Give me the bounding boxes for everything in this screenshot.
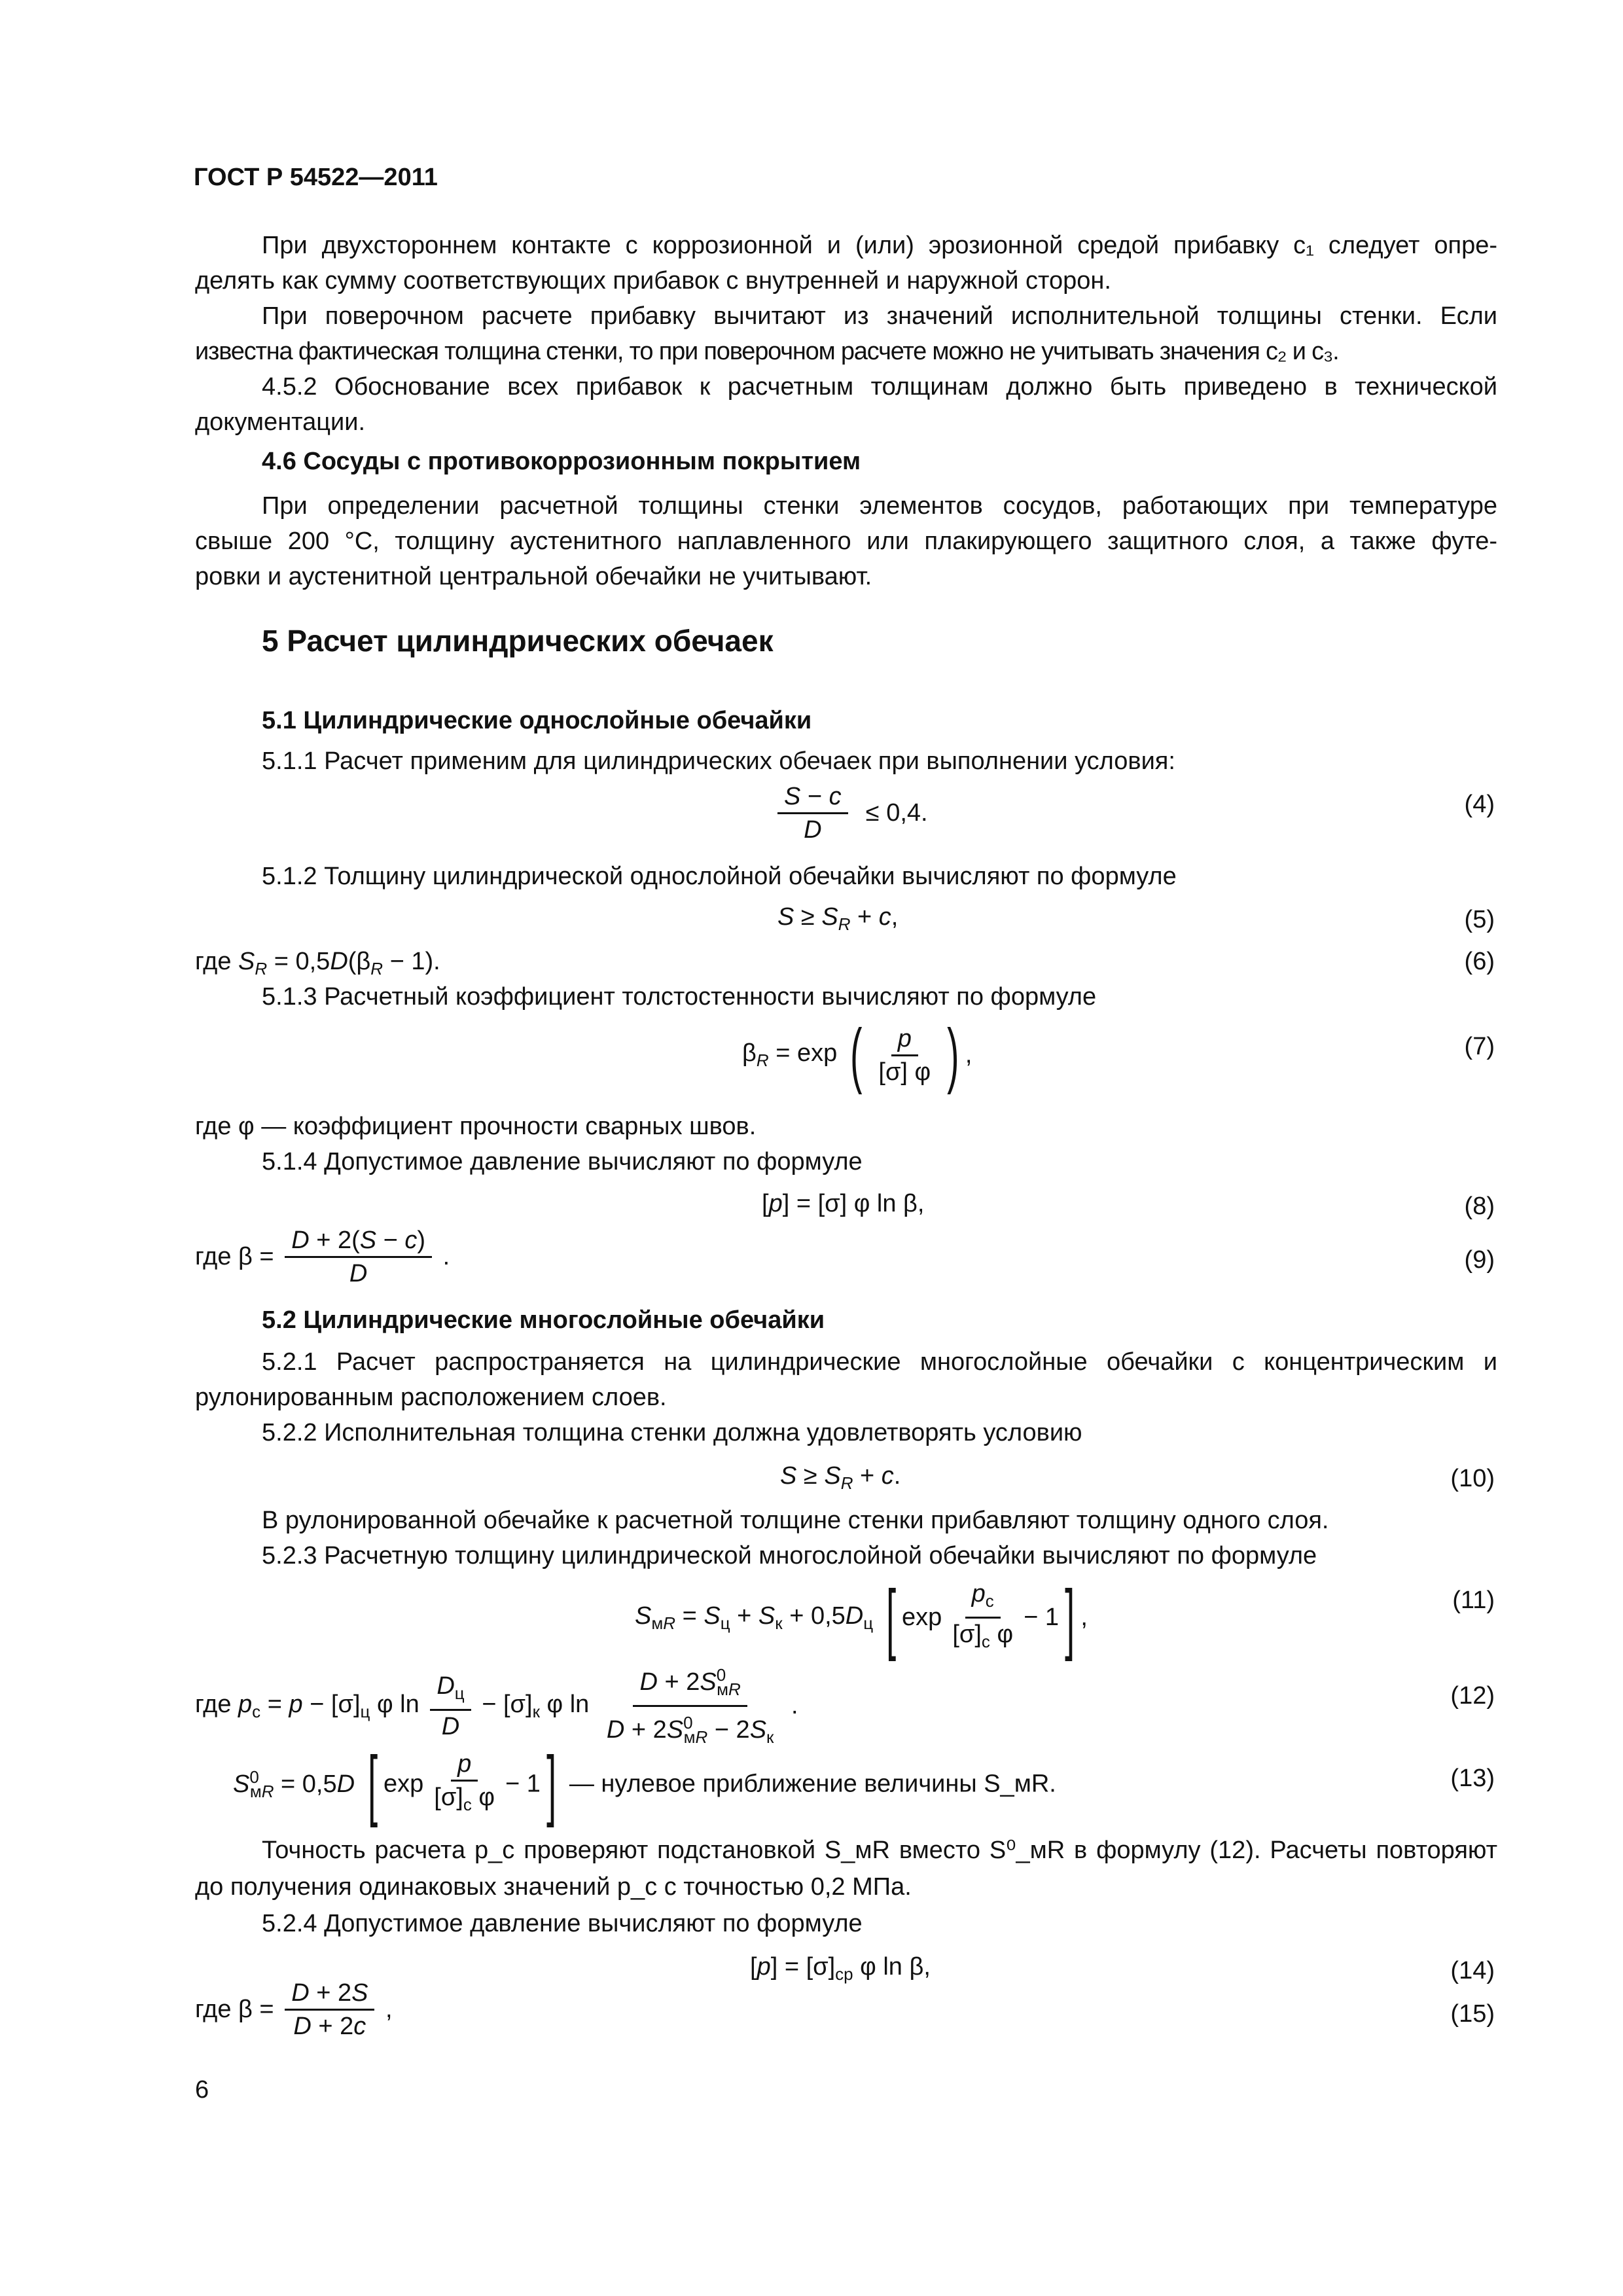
section-heading: 5.1 Цилиндрические однослойные обечайки xyxy=(262,707,812,734)
paragraph-line: где φ — коэффициент прочности сварных швов. xyxy=(195,1113,757,1140)
page-header-standard: ГОСТ Р 54522—2011 xyxy=(194,164,438,191)
equation-number: (14) xyxy=(1450,1957,1495,1984)
equation: $S \ge S_R + c$, xyxy=(777,903,899,934)
paragraph-line: Точность расчета p_с проверяют подстановкой S_мR вместо S⁰_мR в формулу (12). Расчеты повторяют xyxy=(262,1837,1497,1864)
paragraph-line: рулонированным расположением слоев. xyxy=(195,1384,667,1411)
paragraph-line: 5.1.2 Толщину цилиндрической однослойной обечайки вычисляют по формуле xyxy=(262,863,1177,890)
paragraph-line: 5.2.4 Допустимое давление вычисляют по формуле xyxy=(262,1910,863,1937)
paragraph-line: свыше 200 °С, толщину аустенитного наплавленного или плакирующего защитного слоя, а также футе- xyxy=(195,528,1497,555)
paragraph-line: известна фактическая толщина стенки, то при поверочном расчете можно не учитывать значения c₂ и c₃. xyxy=(195,338,1339,365)
equation: [p] = [σ] φ ln β, xyxy=(762,1190,925,1217)
paragraph-line: 4.5.2 Обоснование всех прибавок к расчетным толщинам должно быть приведено в технической xyxy=(262,373,1497,401)
paragraph-line: При двухстороннем контакте с коррозионной и (или) эрозионной средой прибавку c₁ следует опре- xyxy=(262,232,1497,259)
paragraph-line: При поверочном расчете прибавку вычитают из значений исполнительной толщины стенки. Если xyxy=(262,302,1497,330)
equation-number: (11) xyxy=(1452,1587,1495,1614)
paragraph-line: 5.1.1 Расчет применим для цилиндрических обечаек при выполнении условия: xyxy=(262,747,1175,775)
equation: где $p_с = p - [\sigma]_ц$ φ ln $\frac{D_ц}{D}$ − $[\sigma]_к$ φ ln $\frac{D + 2S^0_{мR}}{D + 2S^0_{мR} - 2S_к}$ . xyxy=(195,1661,798,1751)
equation: $S^0_{мR} = 0,5D$ [ exp $\frac{p}{[\sigma]_с \varphi}$ − 1] — нулевое приближение величины S_мR. xyxy=(233,1740,1056,1828)
paragraph-line: 5.2.1 Расчет распространяется на цилиндрические многослойные обечайки с концентрическим и xyxy=(262,1348,1497,1376)
equation: $\beta_R = \exp$ ( $\frac{p}{[\sigma] \varphi}$ ) , xyxy=(742,1014,972,1095)
equation-description: — нулевое приближение величины S_мR. xyxy=(569,1770,1056,1798)
paragraph-line: до получения одинаковых значений p_с с точностью 0,2 МПа. xyxy=(195,1873,912,1901)
equation: $S \ge S_R + c$. xyxy=(780,1462,901,1493)
chapter-heading: 5 Расчет цилиндрических обечаек xyxy=(262,624,774,658)
equation-number: (9) xyxy=(1464,1246,1495,1274)
equation-number: (10) xyxy=(1450,1465,1495,1492)
equation-number: (5) xyxy=(1464,906,1495,933)
paragraph-line: ровки и аустенитной центральной обечайки не учитывают. xyxy=(195,563,872,590)
paragraph-line: 5.2.3 Расчетную толщину цилиндрической многослойной обечайки вычисляют по формуле xyxy=(262,1542,1317,1570)
page-number: 6 xyxy=(195,2076,209,2104)
equation: $\frac{S - c}{D}$ ≤ 0,4. xyxy=(774,783,928,844)
paragraph-line: 5.2.2 Исполнительная толщина стенки должна удовлетворять условию xyxy=(262,1419,1082,1446)
section-heading: 4.6 Сосуды с противокоррозионным покрытием xyxy=(262,448,861,475)
equation-number: (12) xyxy=(1450,1682,1495,1710)
equation: $[p] = [\sigma]_{ср}$ φ ln β, xyxy=(750,1953,931,1984)
equation-number: (13) xyxy=(1450,1765,1495,1792)
equation-number: (8) xyxy=(1464,1193,1495,1220)
paragraph-line: В рулонированной обечайке к расчетной толщине стенки прибавляют толщину одного слоя. xyxy=(262,1507,1329,1534)
equation: $S_{мR} = S_ц + S_к + 0,5D_ц$ [ exp $\frac{p_с}{[\sigma]_с \varphi}$ − 1] , xyxy=(635,1573,1088,1662)
section-heading: 5.2 Цилиндрические многослойные обечайки xyxy=(262,1306,825,1334)
equation-number: (7) xyxy=(1464,1033,1495,1060)
equation: где β = $\frac{D + 2S}{D + 2c}$ , xyxy=(195,1979,393,2040)
paragraph-line: 5.1.4 Допустимое давление вычисляют по формуле xyxy=(262,1148,863,1175)
paragraph-line: 5.1.3 Расчетный коэффициент толстостенности вычисляют по формуле xyxy=(262,983,1097,1011)
equation-number: (15) xyxy=(1450,2000,1495,2028)
equation-number: (6) xyxy=(1464,948,1495,975)
paragraph-line: делять как сумму соответствующих прибавок с внутренней и наружной сторон. xyxy=(195,267,1111,295)
equation-number: (4) xyxy=(1464,791,1495,818)
equation: где β = $\frac{D + 2(S - c)}{D}$ . xyxy=(195,1227,450,1287)
equation-where-line: где $S_R = 0,5D(\beta_R - 1)$. xyxy=(195,948,440,978)
paragraph-line: документации. xyxy=(195,408,366,436)
paragraph-line: При определении расчетной толщины стенки элементов сосудов, работающих при температуре xyxy=(262,492,1497,520)
